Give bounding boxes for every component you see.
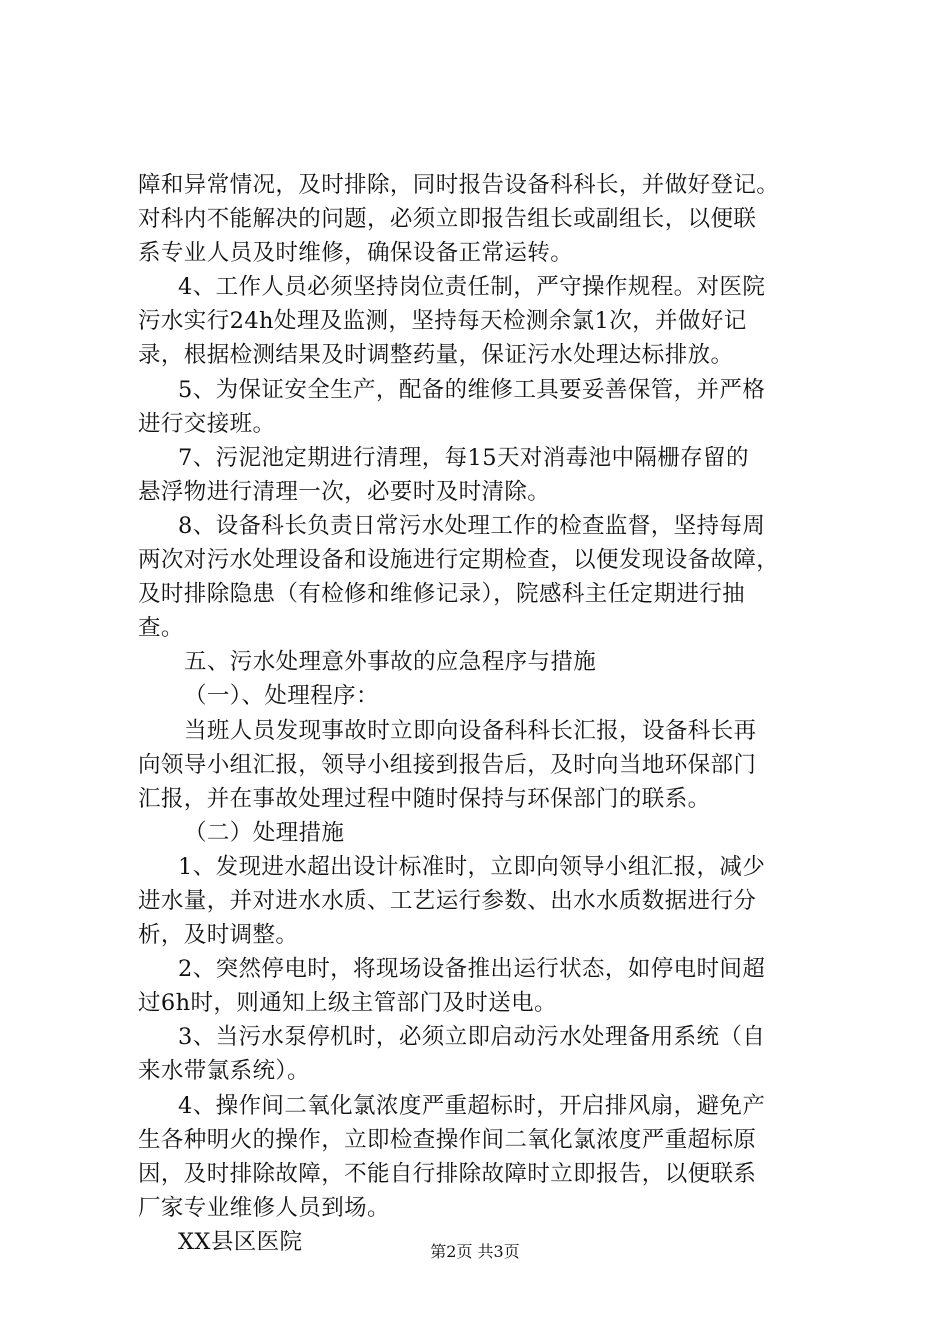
text-line: 障和异常情况，及时排除，同时报告设备科科长，并做好登记。 — [138, 172, 780, 198]
text-line: 进水量，并对进水水质、工艺运行参数、出水水质数据进行分 — [138, 887, 757, 914]
text-line: 4、工作人员必须坚持岗位责任制，严守操作规程。对医院 — [178, 274, 766, 301]
text-line: 过6h时，则通知上级主管部门及时送电。 — [138, 990, 557, 1017]
text-line: 进行交接班。 — [138, 410, 276, 437]
text-line: 污水实行24h处理及监测，坚持每天检测余氯1次，并做好记 — [138, 308, 747, 335]
text-line: 及时排除隐患（有检修和维修记录），院感科主任定期进行抽 — [138, 581, 746, 608]
text-line: 查。 — [138, 615, 184, 642]
text-line: 5、为保证安全生产，配备的维修工具要妥善保管，并严格 — [178, 376, 766, 403]
section-heading: 五、污水处理意外事故的应急程序与措施 — [184, 649, 597, 676]
text-line: 厂家专业维修人员到场。 — [138, 1194, 390, 1221]
text-line: 录，根据检测结果及时调整药量，保证污水处理达标排放。 — [138, 342, 734, 369]
text-line: 1、发现进水超出设计标准时，立即向领导小组汇报，减少 — [178, 853, 766, 880]
page-number: 第2页 共3页 — [430, 1242, 520, 1261]
text-line: 8、设备科长负责日常污水处理工作的检查监督，坚持每周 — [178, 512, 766, 539]
subsection-heading: （二）处理措施 — [184, 819, 345, 846]
text-line: 因，及时排除故障，不能自行排除故障时立即报告，以便联系 — [138, 1160, 757, 1187]
text-line: 汇报，并在事故处理过程中随时保持与环保部门的联系。 — [138, 785, 711, 812]
text-line: 4、操作间二氧化氯浓度严重超标时，开启排风扇，避免产 — [178, 1092, 766, 1119]
text-line: 7、污泥池定期进行清理，每15天对消毒池中隔栅存留的 — [178, 444, 749, 471]
text-line: 悬浮物进行清理一次，必要时及时清除。 — [138, 478, 551, 505]
text-line: 生各种明火的操作，立即检查操作间二氧化氯浓度严重超标原 — [138, 1126, 757, 1153]
text-line: 对科内不能解决的问题，必须立即报告组长或副组长，以便联 — [138, 206, 757, 233]
signature-line: XX县区医院 — [178, 1228, 303, 1255]
subsection-heading: （一）、处理程序： — [184, 683, 379, 710]
text-line: 析，及时调整。 — [138, 922, 299, 949]
text-line: 系专业人员及时维修，确保设备正常运转。 — [138, 240, 574, 267]
text-line: 当班人员发现事故时立即向设备科科长汇报，设备科长再 — [184, 717, 757, 744]
text-line: 向领导小组汇报，领导小组接到报告后，及时向当地环保部门 — [138, 751, 757, 778]
document-body — [138, 168, 828, 1259]
text-line: 2、突然停电时，将现场设备推出运行状态，如停电时间超 — [178, 956, 766, 983]
text-line: 两次对污水处理设备和设施进行定期检查，以便发现设备故障， — [138, 547, 780, 574]
text-line: 来水带氯系统）。 — [138, 1058, 310, 1085]
text-line: 3、当污水泵停机时，必须立即启动污水处理备用系统（自 — [178, 1024, 766, 1051]
